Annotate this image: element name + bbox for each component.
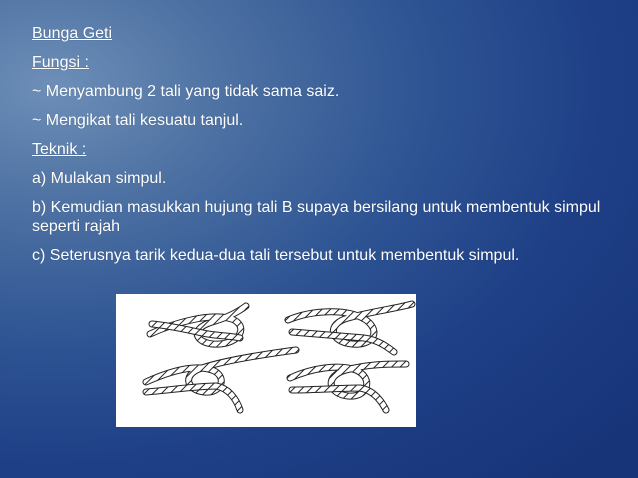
teknik-heading: Teknik : bbox=[32, 141, 87, 158]
knot-drawing-icon bbox=[116, 294, 416, 427]
knot-step-3-icon bbox=[146, 350, 296, 410]
teknik-item: a) Mulakan simpul. bbox=[32, 170, 167, 187]
slide-content bbox=[32, 24, 622, 275]
teknik-item: b) Kemudian masukkan hujung tali B supaya bersilang untuk membentuk simpul seperti rajah bbox=[32, 199, 601, 235]
knot-step-4-icon bbox=[290, 364, 406, 410]
fungsi-heading: Fungsi : bbox=[32, 54, 89, 71]
fungsi-item: ~ Mengikat tali kesuatu tanjul. bbox=[32, 112, 244, 129]
slide-title: Bunga Geti bbox=[32, 25, 113, 42]
teknik-item: c) Seterusnya tarik kedua-dua tali tersebut untuk membentuk simpul. bbox=[32, 247, 520, 264]
knot-steps-illustration bbox=[116, 294, 416, 427]
fungsi-item: ~ Menyambung 2 tali yang tidak sama saiz. bbox=[32, 83, 340, 100]
knot-step-2-icon bbox=[288, 304, 412, 352]
knot-step-1-icon bbox=[150, 306, 246, 344]
